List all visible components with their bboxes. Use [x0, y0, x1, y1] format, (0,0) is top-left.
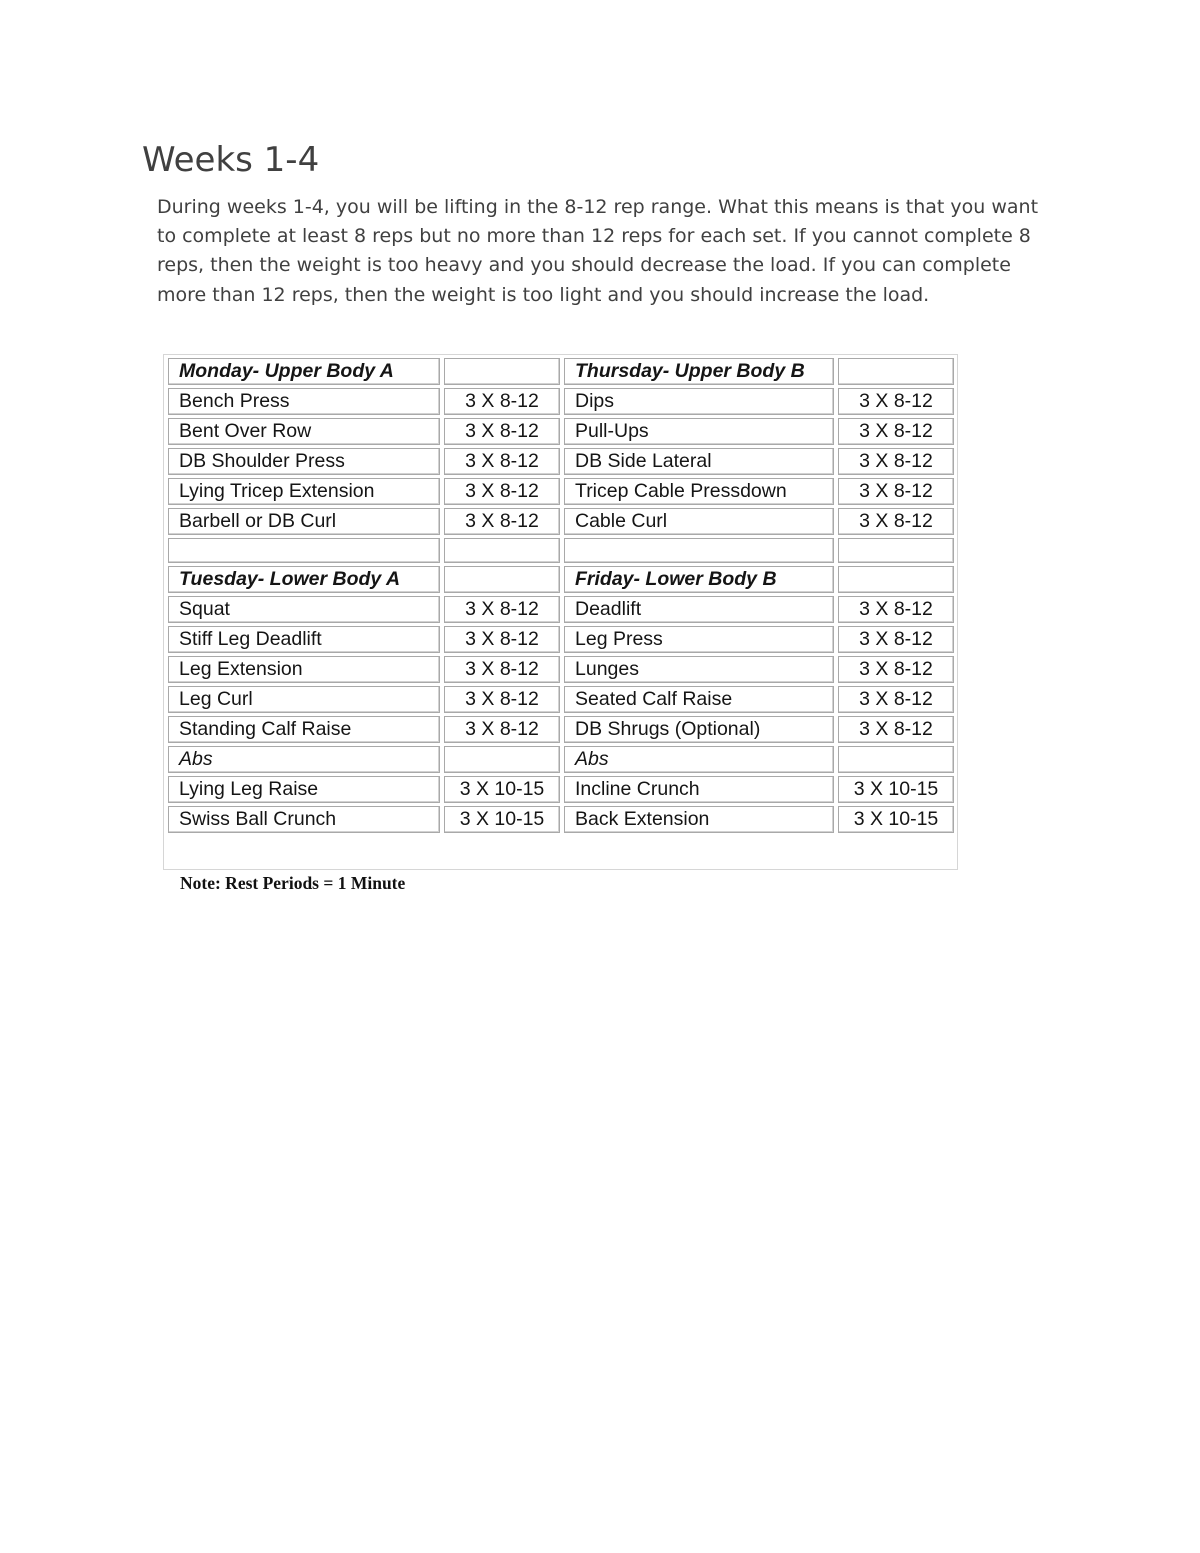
table-row-subheader [168, 746, 954, 773]
day-header-friday: Friday- Lower Body B [564, 566, 834, 593]
exercise-name: Leg Press [564, 626, 834, 653]
sets-reps: 3 X 8-12 [444, 388, 560, 415]
sets-reps: 3 X 8-12 [444, 596, 560, 623]
table-row [168, 418, 954, 445]
exercise-name: Lunges [564, 656, 834, 683]
table-row-spacer [168, 538, 954, 563]
table-cell [444, 358, 560, 385]
table-row-day-header [168, 566, 954, 593]
sets-reps: 3 X 10-15 [444, 806, 560, 833]
exercise-name: Bent Over Row [168, 418, 440, 445]
sets-reps: 3 X 10-15 [838, 776, 954, 803]
sets-reps: 3 X 8-12 [838, 656, 954, 683]
sets-reps: 3 X 8-12 [444, 686, 560, 713]
exercise-name: Leg Curl [168, 686, 440, 713]
sets-reps: 3 X 8-12 [838, 388, 954, 415]
exercise-name: DB Shrugs (Optional) [564, 716, 834, 743]
exercise-name: DB Side Lateral [564, 448, 834, 475]
table-row [168, 686, 954, 713]
table-cell [564, 538, 834, 563]
sets-reps: 3 X 8-12 [838, 686, 954, 713]
exercise-name: Standing Calf Raise [168, 716, 440, 743]
sets-reps: 3 X 8-12 [444, 418, 560, 445]
sets-reps: 3 X 8-12 [444, 508, 560, 535]
table-row [168, 656, 954, 683]
sets-reps: 3 X 8-12 [444, 716, 560, 743]
sets-reps: 3 X 8-12 [838, 626, 954, 653]
exercise-name: Back Extension [564, 806, 834, 833]
exercise-name: Lying Leg Raise [168, 776, 440, 803]
rest-period-note: Note: Rest Periods = 1 Minute [180, 873, 406, 893]
table-cell [838, 746, 954, 773]
sets-reps: 3 X 8-12 [444, 626, 560, 653]
table-row [168, 716, 954, 743]
exercise-name: Pull-Ups [564, 418, 834, 445]
sets-reps: 3 X 8-12 [444, 448, 560, 475]
table-cell [168, 538, 440, 563]
sets-reps: 3 X 10-15 [444, 776, 560, 803]
abs-subheader: Abs [168, 746, 440, 773]
exercise-name: Swiss Ball Crunch [168, 806, 440, 833]
exercise-name: Bench Press [168, 388, 440, 415]
exercise-name: Cable Curl [564, 508, 834, 535]
day-header-tuesday: Tuesday- Lower Body A [168, 566, 440, 593]
table-cell [444, 746, 560, 773]
abs-subheader: Abs [564, 746, 834, 773]
table-row-day-header [168, 358, 954, 385]
exercise-name: Lying Tricep Extension [168, 478, 440, 505]
workout-table [164, 355, 958, 836]
table-row [168, 448, 954, 475]
sets-reps: 3 X 8-12 [838, 508, 954, 535]
table-row [168, 626, 954, 653]
sets-reps: 3 X 8-12 [838, 596, 954, 623]
exercise-name: Squat [168, 596, 440, 623]
sets-reps: 3 X 8-12 [838, 448, 954, 475]
exercise-name: DB Shoulder Press [168, 448, 440, 475]
table-row [168, 388, 954, 415]
page-heading: Weeks 1-4 [142, 140, 320, 180]
exercise-name: Incline Crunch [564, 776, 834, 803]
sets-reps: 3 X 8-12 [838, 716, 954, 743]
table-row [168, 508, 954, 535]
intro-paragraph: During weeks 1-4, you will be lifting in the 8-12 rep range. What this means is that you want to complete at least 8 reps but no more than 12 reps for each set. If you cannot complete 8 reps, then the weight is too heavy and you should decrease the load. If you can complete more than 12 reps, then the weight is too light and you should increase the load. [157, 196, 1039, 306]
workout-table-frame [163, 354, 958, 870]
table-row [168, 478, 954, 505]
day-header-thursday: Thursday- Upper Body B [564, 358, 834, 385]
table-row [168, 776, 954, 803]
exercise-name: Stiff Leg Deadlift [168, 626, 440, 653]
exercise-name: Seated Calf Raise [564, 686, 834, 713]
exercise-name: Barbell or DB Curl [168, 508, 440, 535]
day-header-monday: Monday- Upper Body A [168, 358, 440, 385]
table-row [168, 806, 954, 833]
exercise-name: Deadlift [564, 596, 834, 623]
exercise-name: Leg Extension [168, 656, 440, 683]
sets-reps: 3 X 8-12 [444, 478, 560, 505]
sets-reps: 3 X 8-12 [838, 478, 954, 505]
table-cell [838, 538, 954, 563]
sets-reps: 3 X 8-12 [838, 418, 954, 445]
exercise-name: Dips [564, 388, 834, 415]
table-row [168, 596, 954, 623]
sets-reps: 3 X 10-15 [838, 806, 954, 833]
sets-reps: 3 X 8-12 [444, 656, 560, 683]
exercise-name: Tricep Cable Pressdown [564, 478, 834, 505]
table-cell [838, 358, 954, 385]
table-cell [444, 538, 560, 563]
table-cell [838, 566, 954, 593]
table-cell [444, 566, 560, 593]
